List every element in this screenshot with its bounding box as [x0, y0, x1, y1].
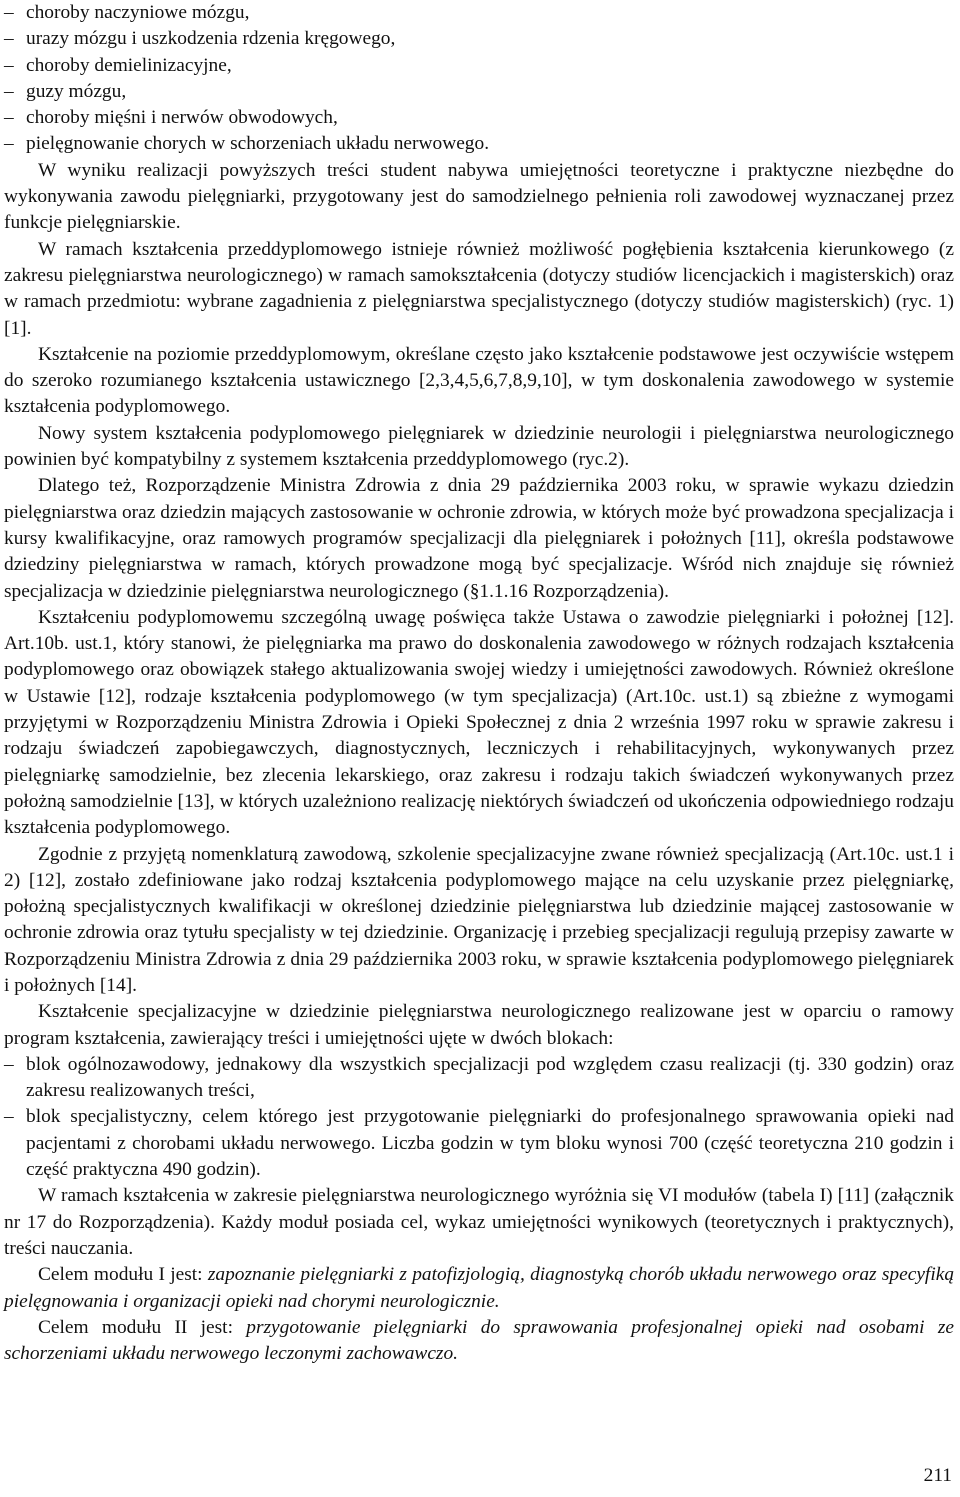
- list-item: – choroby mięśni i nerwów obwodowych,: [4, 105, 954, 131]
- list-item: – blok ogólnozawodowy, jednakowy dla wszystkich specjalizacji pod względem czasu realizacji (tj. 330 godzin) oraz zakresu realizowanych treści,: [4, 1052, 954, 1105]
- module-1-lead: Celem modułu I jest:: [38, 1264, 208, 1286]
- paragraph: Zgodnie z przyjętą nomenklaturą zawodową, szkolenie specjalizacyjne zwane również specjalizacją (Art.10c. ust.1 i 2) [12], zostało zdefiniowane jako rodzaj kształcenia podyplomowego mające na celu uzyskanie przez pielęgniarkę, położną specjalistycznych kwalifikacji w określonej dziedzinie pielęgniarstwa lub dziedzinie mającej zastosowanie w ochronie zdrowia oraz tytułu specjalisty w tej dziedzinie. Organizację i przebieg specjalizacji regulują przepisy zawarte w Rozporządzeniu Ministra Zdrowia z dnia 29 października 2003 roku, w sprawie kształcenia podyplomowego pielęgniarek i położnych [14].: [4, 843, 954, 996]
- list-item: – urazy mózgu i uszkodzenia rdzenia kręgowego,: [4, 26, 954, 52]
- paragraph: Kształcenie na poziomie przeddyplomowym, określane często jako kształcenie podstawowe jest oczywiście wstępem do szeroko rozumianego kształcenia ustawicznego [2,3,4,5,6,7,8,9,10], w tym doskonalenia zawodowego w systemie kształcenia podyplomowego.: [4, 343, 954, 418]
- module-2-goal: przygotowanie pielęgniarki do sprawowania profesjonalnej opieki nad osobami ze schorzeniami układu nerwowego leczonymi zachowawczo.: [4, 1316, 954, 1365]
- module-2-lead: Celem modułu II jest:: [38, 1316, 247, 1338]
- paragraph: W ramach kształcenia przeddyplomowego istnieje również możliwość pogłębienia kształcenia kierunkowego (z zakresu pielęgniarstwa neurologicznego) w ramach samokształcenia (dotyczy studiów licencjackich i magisterskich) oraz w ramach przedmiotu: wybrane zagadnienia z pielęgniarstwa specjalistycznego (dotyczy studiów magisterskich) (ryc. 1) [1].: [4, 238, 954, 339]
- paragraph: Kształceniu podyplomowemu szczególną uwagę poświęca także Ustawa o zawodzie pielęgniarki i położnej [12]. Art.10b. ust.1, który stanowi, że pielęgniarka ma prawo do doskonalenia zawodowego w różnych rodzajach kształcenia podyplomowego oraz obowiązek stałego aktualizowania swojej wiedzy i umiejętności zawodowych. Również określone w Ustawie [12], rodzaje kształcenia podyplomowego (w tym specjalizacja) (Art.10c. ust.1) są zbieżne z wymogami przyjętymi w Rozporządzeniu Ministra Zdrowia i Opieki Społecznej z dnia 2 września 1997 roku w sprawie zakresu i rodzaju świadczeń zapobiegawczych, diagnostycznych, leczniczych i rehabilitacyjnych, wykonywanych przez pielęgniarkę samodzielnie, bez zlecenia lekarskiego, oraz zakresu i rodzaju takich świadczeń wykonywanych przez położną samodzielnie [13], w których uzależniono realizację niektórych świadczeń od ukończenia odpowiedniego rodzaju kształcenia podyplomowego.: [4, 606, 954, 839]
- paragraph-module-1: [4, 1262, 954, 1315]
- disease-list: [4, 0, 954, 158]
- list-item: – blok specjalistyczny, celem którego jest przygotowanie pielęgniarki do profesjonalnego sprawowania opieki nad pacjentami z chorobami układu nerwowego. Liczba godzin w tym bloku wynosi 700 (część teoretyczna 210 godzin i część praktyczna 490 godzin).: [4, 1104, 954, 1183]
- paragraph: Kształcenie specjalizacyjne w dziedzinie pielęgniarstwa neurologicznego realizowane jest w oparciu o ramowy program kształcenia, zawierający treści i umiejętności ujęte w dwóch blokach:: [4, 1001, 954, 1049]
- list-item: – pielęgnowanie chorych w schorzeniach układu nerwowego.: [4, 131, 954, 157]
- module-1-goal: zapoznanie pielęgniarki z patofizjologią, diagnostyką chorób układu nerwowego oraz specyfiką pielęgnowania i organizacji opieki nad chorymi neurologicznie.: [4, 1264, 955, 1312]
- paragraph: W wyniku realizacji powyższych treści student nabywa umiejętności teoretyczne i praktyczne niezbędne do wykonywania zawodu pielęgniarki, przygotowany jest do samodzielnego pełnienia roli zawodowej wyznaczanej przez funkcje pielęgniarskie.: [4, 159, 954, 234]
- list-item: – choroby naczyniowe mózgu,: [4, 0, 954, 26]
- paragraph-module-2: [4, 1315, 954, 1368]
- training-blocks-list: [4, 1052, 954, 1183]
- list-item: – guzy mózgu,: [4, 79, 954, 105]
- paragraph: Nowy system kształcenia podyplomowego pielęgniarek w dziedzinie neurologii i pielęgniarstwa neurologicznego powinien być kompatybilny z systemem kształcenia przeddyplomowego (ryc.2).: [4, 422, 954, 471]
- paragraph: W ramach kształcenia w zakresie pielęgniarstwa neurologicznego wyróżnia się VI modułów (tabela I) [11] (załącznik nr 17 do Rozporządzenia). Każdy moduł posiada cel, wykaz umiejętności wynikowych (teoretycznych i praktycznych), treści nauczania.: [4, 1185, 954, 1259]
- page-number: 211: [923, 1465, 952, 1486]
- document-page: [4, 0, 954, 1367]
- list-item: – choroby demielinizacyjne,: [4, 53, 954, 79]
- paragraph: Dlatego też, Rozporządzenie Ministra Zdrowia z dnia 29 października 2003 roku, w sprawie wykazu dziedzin pielęgniarstwa oraz dziedzin mających zastosowanie w ochronie zdrowia, w których może być prowadzona specjalizacja i kursy kwalifikacyjne, oraz ramowych programów specjalizacji dla pielęgniarek i położnych [11], określa podstawowe dziedziny pielęgniarstwa w ramach, których prowadzone mogą być specjalizacje. Wśród nich znajduje się również specjalizacja w dziedzinie pielęgniarstwa neurologicznego (§1.1.16 Rozporządzenia).: [4, 475, 954, 602]
